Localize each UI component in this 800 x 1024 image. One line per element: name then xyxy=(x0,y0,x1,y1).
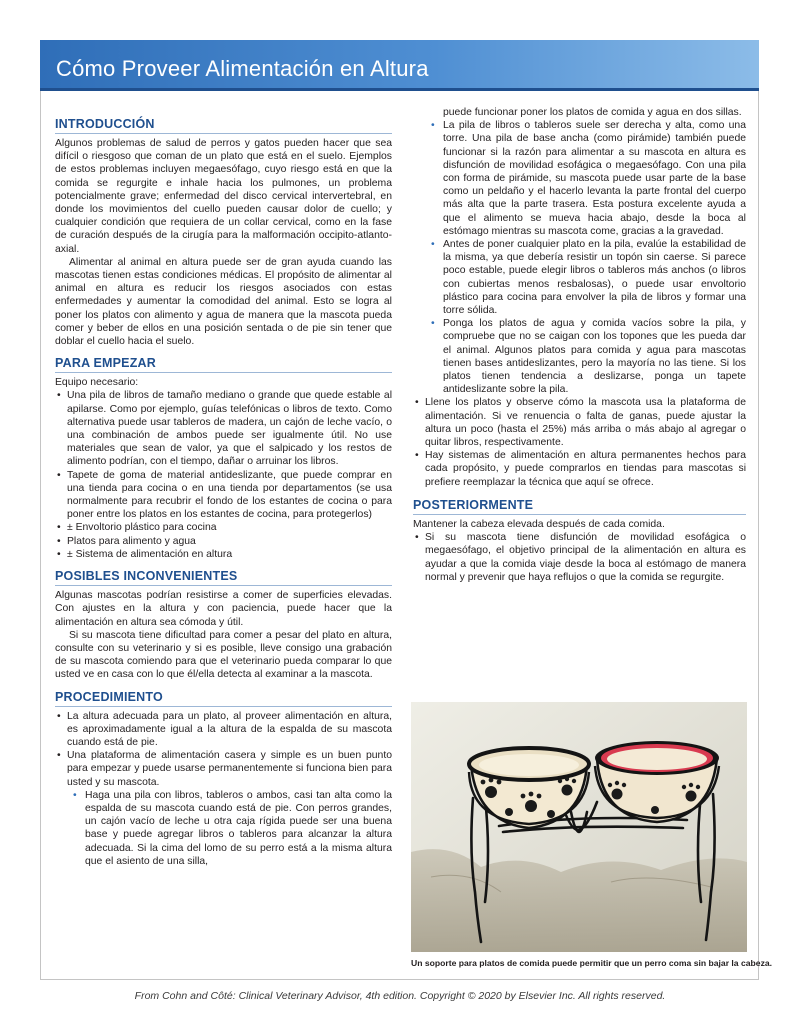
sub-list-item: • Haga una pila con libros, tableros o ambos, casi tan alta como la espalda de su mascota cuando está de pie. Con perros grandes, un cajón vacío de leche u otra caja rígida puede ser una buena base y puede agregar libros o tableros para alcanzar la altura adecuada. Si la cima del lomo de su perro está a la misma altura que el asiento de una silla, xyxy=(55,789,392,868)
paragraph: Si su mascota tiene dificultad para comer a pesar del plato en altura, consulte con su veterinario y si es posible, lleve consigo una grabación de su mascota comiendo para que el veterinario pueda comparar lo que usted ve en casa con lo que él/ella detecta al examinar a la mascota. xyxy=(55,629,392,681)
elevated-feeder-illustration xyxy=(411,702,747,952)
list-item: • ± Sistema de alimentación en altura xyxy=(55,548,392,561)
section-posibles-inconvenientes xyxy=(55,568,392,681)
footer-source: From Cohn and Côté: xyxy=(134,990,239,1002)
after-list xyxy=(413,531,746,584)
copyright-footer xyxy=(0,990,800,1002)
section-posteriormente xyxy=(413,497,746,584)
sub-list-item: • Antes de poner cualquier plato en la pila, evalúe la estabilidad de la misma, ya que debería resistir un topón sin caerse. Si parece poco estable, puede elegir libros o tableros más anchos (o libros con cubiertas menos resbalosas), o puede usar envoltorio plástico para cocina para envolver la pila de libros y formar una torre sólida. xyxy=(413,238,746,317)
section-heading: INTRODUCCIÓN xyxy=(55,116,392,134)
footer-book-title: Clinical Veterinary Advisor xyxy=(238,990,360,1002)
procedure-list-continued xyxy=(413,106,746,489)
section-heading: PARA EMPEZAR xyxy=(55,355,392,373)
right-column xyxy=(413,106,746,591)
equipment-list xyxy=(55,389,392,561)
paragraph: Mantener la cabeza elevada después de cada comida. xyxy=(413,518,665,530)
section-introduccion xyxy=(55,116,392,348)
section-procedimiento xyxy=(55,689,392,868)
list-item: • Llene los platos y observe cómo la mascota usa la plataforma de alimentación. Si ve renuencia o falta de ganas, puede ajustar la altura un poco (hasta el 25%) más arriba o más abajo al agregar o quitar libros, respectivamente. xyxy=(413,396,746,449)
photo-caption: Un soporte para platos de comida puede permitir que un perro coma sin bajar la cabeza. xyxy=(411,958,773,968)
procedure-list xyxy=(55,710,392,868)
list-item: • Si su mascota tiene disfunción de movilidad esofágica o megaesófago, el objetivo principal de la alimentación en altura es ayudar a que la comida viaje desde la boca al estómago de manera normal y prevenir que haya reflujos o que la comida se regurgite. xyxy=(413,531,746,584)
paragraph: Algunas mascotas podrían resistirse a comer de superficies elevadas. Con ajustes en la altura y con paciencia, puede hacer que la alimentación en altura sea cómoda y útil. xyxy=(55,590,392,628)
list-item: • ± Envoltorio plástico para cocina xyxy=(55,521,392,534)
paragraph: Alimentar al animal en altura puede ser de gran ayuda cuando las mascotas tienen estas condiciones médicas. El propósito de alimentar al animal en altura es reducir los riesgos asociados con estas enfermedades y aumentar la comodidad del animal. Esto se logra al poner los platos con alimento y agua de manera que la mascota pueda comer y beber de ellos en una posición sentada o de pie sin tener que doblar el cuello hacia el suelo. xyxy=(55,256,392,348)
list-item: • Una pila de libros de tamaño mediano o grande que quede estable al apilarse. Como por ejemplo, guías telefónicas o libros de texto. Como alternativa puede usar tableros de madera, un cajón de leche vacío, o una combinación de ambos puede ser igualmente útil. No use materiales que sean de valor, ya que el salpicado y los restos de alimento podrían, con el tiempo, dañar o arruinar los libros. xyxy=(55,389,392,468)
section-heading: POSIBLES INCONVENIENTES xyxy=(55,568,392,586)
section-heading: POSTERIORMENTE xyxy=(413,497,746,515)
list-item: • Hay sistemas de alimentación en altura permanentes hechos para cada propósito, y puede comprarlos en tiendas para mascotas si prefiere reemplazar la técnica que aquí se ofrece. xyxy=(413,449,746,489)
elevated-feeder-photo xyxy=(411,702,747,952)
list-item: • La altura adecuada para un plato, al proveer alimentación en altura, es aproximadamente igual a la altura de la espalda de su mascota cuando está de pie. xyxy=(55,710,392,750)
list-item: • Platos para alimento y agua xyxy=(55,535,392,548)
page-title: Cómo Proveer Alimentación en Altura xyxy=(56,56,429,81)
left-column xyxy=(55,116,392,875)
equipment-label: Equipo necesario: xyxy=(55,377,139,389)
list-item: • Una plataforma de alimentación casera y simple es un buen punto para empezar y puede usarse permanentemente si funciona bien para usted y su mascota. xyxy=(55,749,392,789)
paragraph: Algunos problemas de salud de perros y gatos pueden hacer que sea difícil o riesgoso que coman de un plato que está en el suelo. Ejemplos de estos problemas incluyen megaesófago, cuyo riesgo está en que la comida se regurgite e inhale hacia los pulmones, un problema potencialmente grave; enfermedad del disco cervical intervertebral, en donde los movimientos del cuello pueden causar dolor de cuello; y cualquier condición que requiera de un collar cervical, como en la fase de curación después de la cirugía para la malformación occipito-atlanto-axial. xyxy=(55,138,392,255)
title-banner xyxy=(40,40,759,91)
section-para-empezar xyxy=(55,355,392,561)
sub-list-item-continued: puede funcionar poner los platos de comida y agua en dos sillas. xyxy=(443,107,742,118)
list-item: • Tapete de goma de material antideslizante, que puede comprar en una tienda para cocina o en una tienda por departamentos (se usa normalmente para recubrir el fondo de los estantes de cocina o para poner entre los platos en los estantes de cocina, para protegerlos) xyxy=(55,469,392,522)
section-heading: PROCEDIMIENTO xyxy=(55,689,392,707)
sub-list-item: • La pila de libros o tableros suele ser derecha y alta, como una torre. Una pila de base ancha (como pirámide) también puede funcionar si la razón para alimentar a su mascota en altura es disfunción de movilidad esofágica o megaesófago. Con una pila con forma de pirámide, su mascota puede usar parte de la base como un peldaño y el hacerlo levanta la parte frontal del cuerpo más alta que la parte trasera. Esta postura excelente ayuda a que el alimento se mueva hacia abajo, desde la boca al estómago mientras su mascota come, gracias a la gravedad. xyxy=(413,119,746,238)
sub-list-item: • Ponga los platos de agua y comida vacíos sobre la pila, y compruebe que no se caigan con los topones que les pueda dar el animal. Algunos platos para comida y agua para mascotas tienen bases antideslizantes, pero la mayoría no las tiene. Si los platos tienen tendencia a deslizarse, ponga un tapete antideslizante sobre la pila. xyxy=(413,317,746,396)
footer-copyright: , 4th edition. Copyright © 2020 by Elsevier Inc. All rights reserved. xyxy=(359,990,666,1002)
